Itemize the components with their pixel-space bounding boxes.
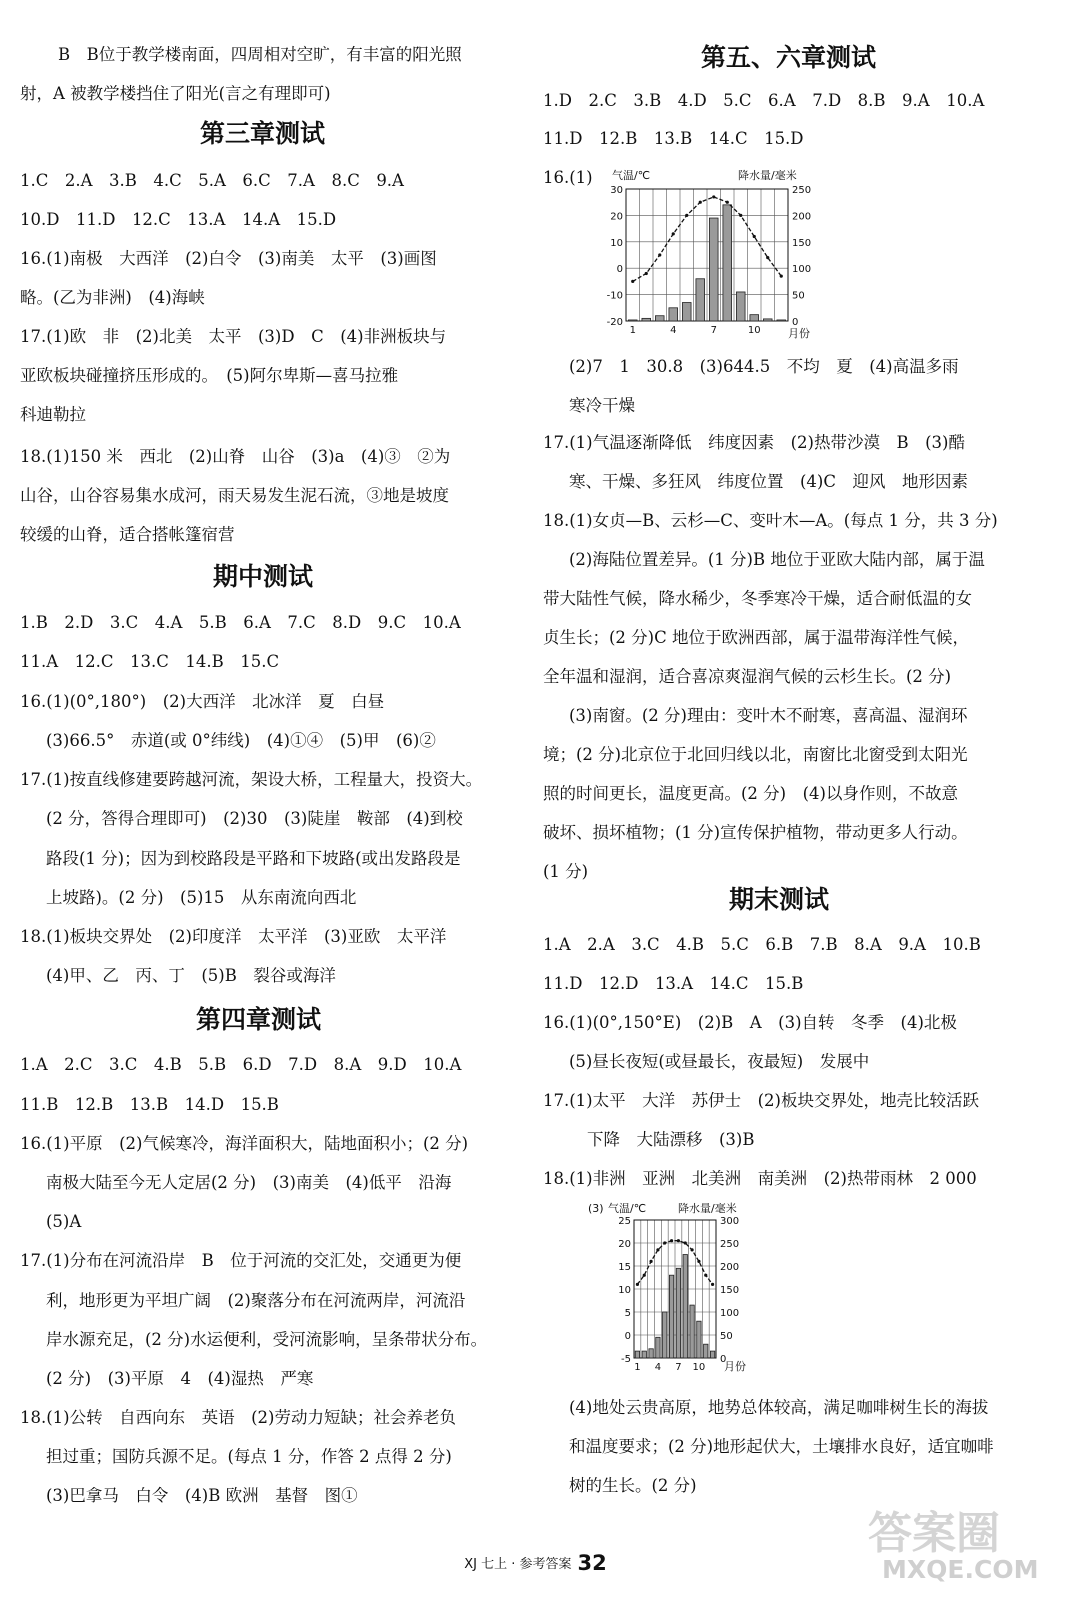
chart1-precip-bar: [750, 315, 759, 321]
chart2-month-tick: 4: [654, 1362, 662, 1373]
text-line: 1.C 2.A 3.B 4.C 5.A 6.C 7.A 8.C 9.A: [20, 171, 404, 190]
section-title-midterm: 期中测试: [213, 562, 314, 591]
chart1-precip-bar: [628, 320, 637, 321]
text-line: 利，地形更为平坦广阔 (2)聚落分布在河流两岸，河流沿: [46, 1291, 466, 1310]
chart2-temp-point: [663, 1241, 666, 1244]
text-line: 山谷，山谷容易集水成河，雨天易发生泥石流，③地是坡度: [20, 486, 449, 505]
text-line: 上坡路)。(2 分) (5)15 从东南流向西北: [46, 888, 357, 907]
text-line: 岸水源充足，(2 分)水运便利，受河流影响，呈条带状分布。: [46, 1330, 488, 1349]
chart1-temp-tick: -10: [606, 290, 623, 302]
text-line: 略。(乙为非洲) (4)海峡: [20, 288, 205, 307]
text-line: (3)南窗。(2 分)理由：变叶木不耐寒，喜高温、湿润环: [569, 706, 968, 725]
text-line: 11.D 12.B 13.B 14.C 15.D: [543, 129, 804, 148]
chart1-month-tick: 10: [747, 325, 761, 336]
chart2-temp-tick: 0: [624, 1331, 631, 1342]
chart1-precip-bar: [723, 205, 732, 321]
chart2-precip-bar: [704, 1344, 708, 1358]
chart1-temp-point: [645, 272, 648, 275]
section-title-chapter5-6: 第五、六章测试: [701, 43, 877, 72]
text-line: 1.D 2.C 3.B 4.D 5.C 6.A 7.D 8.B 9.A 10.A: [543, 91, 985, 110]
chart1-temp-tick: 10: [610, 237, 623, 249]
text-line: 18.(1)女贞—B、云杉—C、变叶木—A。(每点 1 分，共 3 分): [543, 511, 998, 530]
chart2-precip-bar: [697, 1321, 701, 1358]
text-line: 射，A 被教学楼挡住了阳光(言之有理即可): [20, 84, 331, 103]
text-line: (4)甲、乙 丙、丁 (5)B 裂谷或海洋: [46, 966, 336, 985]
text-line: 南极大陆至今无人定居(2 分) (3)南美 (4)低平 沿海: [46, 1173, 452, 1192]
chart1-precip-bar: [696, 279, 705, 321]
chart1-precip-tick: 0: [792, 317, 799, 328]
chart2-temp-axis-label: 气温/℃: [608, 1202, 647, 1215]
chart1-temp-point: [726, 201, 729, 204]
chart2-temp-tick: 25: [618, 1216, 631, 1227]
chart1-temp-axis-label: 气温/℃: [612, 169, 651, 182]
chart1-temp-tick: -20: [606, 317, 623, 328]
chart2-precip-tick: 0: [720, 1354, 727, 1365]
text-line: (5)昼长夜短(或昼最长，夜最短) 发展中: [569, 1052, 870, 1071]
chart1-temp-tick: 20: [610, 211, 623, 223]
chart1-temp-point: [672, 232, 675, 235]
text-line: 18.(1)150 米 西北 (2)山脊 山谷 (3)a (4)③ ②为: [20, 447, 451, 466]
text-line: 破坏、损坏植物；(1 分)宣传保护植物，带动更多人行动。: [543, 823, 968, 842]
chart2-precip-tick: 100: [720, 1308, 740, 1319]
climate-chart-2: [586, 1198, 766, 1376]
chart2-temp-tick: 20: [618, 1239, 631, 1250]
chart1-month-tick: 7: [710, 325, 717, 336]
chart2-temp-point: [649, 1260, 652, 1263]
footer-label: XJ 七上 · 参考答案: [464, 1557, 572, 1572]
chart2-precip-tick: 50: [720, 1331, 733, 1342]
watermark-url: MXQE.COM: [882, 1555, 1039, 1584]
text-line: 16.(1)(0°,180°) (2)大西洋 北冰洋 夏 白昼: [20, 692, 385, 711]
chart1-precip-bar: [736, 292, 745, 321]
chart2-temp-point: [643, 1274, 646, 1277]
chart2-precip-tick: 200: [720, 1262, 740, 1273]
chart1-precip-bar: [669, 308, 678, 321]
text-line: 和温度要求；(2 分)地形起伏大，土壤排水良好，适宜咖啡: [569, 1437, 994, 1456]
chart2-x-axis-label: 月份: [724, 1360, 746, 1373]
chart1-x-axis-label: 月份: [788, 327, 810, 340]
chart2-temp-point: [684, 1241, 687, 1244]
watermark-logo: [868, 1497, 1058, 1592]
chart2-temp-point: [711, 1283, 714, 1286]
text-line: 16.(1)(0°,150°E) (2)B A (3)自转 冬季 (4)北极: [543, 1013, 957, 1032]
chart1-precip-tick: 250: [792, 185, 812, 196]
text-line: 科迪勒拉: [20, 405, 86, 424]
text-line: 17.(1)气温逐渐降低 纬度因素 (2)热带沙漠 B (3)酷: [543, 433, 965, 452]
chart2-month-tick: 1: [634, 1362, 641, 1373]
text-line: 18.(1)非洲 亚洲 北美洲 南美洲 (2)热带雨林 2 000: [543, 1169, 977, 1188]
chart2-precip-bar: [683, 1255, 687, 1359]
text-line: (2)7 1 30.8 (3)644.5 不均 夏 (4)高温多雨: [569, 357, 959, 376]
text-line: 寒冷干燥: [569, 396, 635, 415]
chart2-temp-point: [677, 1239, 680, 1242]
text-line: 16.(1)平原 (2)气候寒冷，海洋面积大，陆地面积小；(2 分): [20, 1134, 469, 1153]
chart1-precip-tick: 100: [792, 264, 812, 276]
chart2-precip-tick: 250: [720, 1239, 740, 1250]
text-line: 11.D 12.D 13.A 14.C 15.B: [543, 974, 804, 993]
chart2-temp-point: [690, 1248, 693, 1251]
text-line: (3)巴拿马 白令 (4)B 欧洲 基督 图①: [46, 1486, 358, 1505]
chart2-precip-axis-label: 降水量/毫米: [678, 1202, 737, 1215]
chart2-precip-tick: 300: [720, 1216, 740, 1227]
climate-chart-1: [590, 165, 825, 345]
text-line: 18.(1)公转 自西向东 英语 (2)劳动力短缺；社会养老负: [20, 1408, 456, 1427]
text-line: (2)海陆位置差异。(1 分)B 地位于亚欧大陆内部，属于温: [569, 550, 985, 569]
text-line: (2 分) (3)平原 4 (4)湿热 严寒: [46, 1369, 314, 1388]
chart1-temp-point: [685, 214, 688, 217]
text-line: 1.A 2.A 3.C 4.B 5.C 6.B 7.B 8.A 9.A 10.B: [543, 935, 981, 954]
section-title-chapter4: 第四章测试: [196, 1005, 322, 1034]
chart1-precip-bar: [642, 318, 651, 321]
chart2-question-label: (3): [588, 1202, 604, 1215]
chart2-precip-bar: [690, 1305, 694, 1358]
text-line: 贞生长；(2 分)C 地位于欧洲西部，属于温带海洋性气候，: [543, 628, 969, 647]
chart2-precip-bar: [649, 1349, 653, 1358]
chart2-precip-bar: [642, 1351, 646, 1358]
page-number: 32: [577, 1551, 607, 1575]
chart1-precip-tick: 200: [792, 211, 812, 223]
chart2-precip-bar: [669, 1275, 673, 1358]
text-line: 带大陆性气候，降水稀少，冬季寒冷干燥，适合耐低温的女: [543, 589, 972, 608]
chart1-precip-bar: [655, 316, 664, 321]
chart1-precip-axis-label: 降水量/毫米: [738, 169, 797, 182]
chart1-temp-point: [780, 275, 783, 278]
chart2-precip-bar: [676, 1268, 680, 1358]
chart1-temp-tick: 30: [610, 185, 623, 196]
text-line: 11.A 12.C 13.C 14.B 15.C: [20, 652, 280, 671]
text-line: (4)地处云贵高原，地势总体较高，满足咖啡树生长的海拔: [569, 1398, 989, 1417]
chart2-temp-tick: 5: [624, 1308, 631, 1319]
chart2-precip-bar: [656, 1337, 660, 1358]
chart1-temp-tick: 0: [616, 264, 623, 276]
chart1-temp-point: [631, 280, 634, 283]
chart1-temp-point: [739, 214, 742, 217]
chart1-temp-point: [766, 256, 769, 259]
chart1-temp-point: [753, 235, 756, 238]
chart2-month-tick: 7: [675, 1362, 682, 1373]
text-line: 较缓的山脊，适合搭帐篷宿营: [20, 525, 235, 544]
text-line: 树的生长。(2 分): [569, 1476, 697, 1495]
text-line: (2 分，答得合理即可) (2)30 (3)陡崖 鞍部 (4)到校: [46, 809, 463, 828]
text-line: 1.B 2.D 3.C 4.A 5.B 6.A 7.C 8.D 9.C 10.A: [20, 613, 461, 632]
text-line: 17.(1)按直线修建要跨越河流，架设大桥，工程量大，投资大。: [20, 770, 483, 789]
text-line: (1 分): [543, 862, 589, 881]
text-line: 16.(1)南极 大西洋 (2)白令 (3)南美 太平 (3)画图: [20, 249, 437, 268]
chart2-month-tick: 10: [692, 1362, 706, 1373]
chart1-precip-tick: 150: [792, 237, 812, 249]
chart2-temp-tick: 10: [618, 1285, 631, 1296]
chart1-temp-point: [658, 253, 661, 256]
chart2-temp-point: [656, 1248, 659, 1251]
chart1-precip-bar: [709, 218, 718, 321]
chart1-temp-point: [699, 201, 702, 204]
text-line: 路段(1 分)；因为到校路段是平路和下坡路(或出发路段是: [46, 849, 461, 868]
section-title-chapter3: 第三章测试: [200, 119, 326, 148]
chart2-temp-tick: 15: [618, 1262, 631, 1273]
text-line: 照的时间更长，温度更高。(2 分) (4)以身作则，不故意: [543, 784, 958, 803]
text-line: 1.A 2.C 3.C 4.B 5.B 6.D 7.D 8.A 9.D 10.A: [20, 1055, 462, 1074]
text-line: B B位于教学楼南面，四周相对空旷，有丰富的阳光照: [58, 45, 462, 64]
chart1-precip-bar: [777, 320, 786, 321]
watermark-text: 答案圈: [868, 1508, 1000, 1559]
chart1-month-tick: 4: [670, 325, 677, 336]
text-line: 寒、干燥、多狂风 纬度位置 (4)C 迎风 地形因素: [569, 472, 968, 491]
chart1-precip-bar: [682, 303, 691, 321]
text-line: 17.(1)欧 非 (2)北美 太平 (3)D C (4)非洲板块与: [20, 327, 447, 346]
text-line: 境；(2 分)北京位于北回归线以北，南窗比北窗受到太阳光: [543, 745, 968, 764]
text-line: (5)A: [46, 1212, 82, 1231]
text-line: 亚欧板块碰撞挤压形成的。 (5)阿尔卑斯—喜马拉雅: [20, 366, 399, 385]
chart2-temp-point: [636, 1283, 639, 1286]
chart2-temp-tick: -5: [621, 1354, 631, 1365]
chart2-precip-bar: [663, 1312, 667, 1358]
text-line: 16.(1): [543, 168, 593, 187]
chart2-temp-point: [697, 1260, 700, 1263]
chart1-month-tick: 1: [629, 325, 636, 336]
text-line: 担过重；国防兵源不足。(每点 1 分，作答 2 点得 2 分): [46, 1447, 452, 1466]
text-line: 17.(1)分布在河流沿岸 B 位于河流的交汇处，交通更为便: [20, 1251, 462, 1270]
text-line: 10.D 11.D 12.C 13.A 14.A 15.D: [20, 210, 337, 229]
text-line: 17.(1)太平 大洋 苏伊士 (2)板块交界处，地壳比较活跃: [543, 1091, 979, 1110]
chart1-precip-tick: 50: [792, 290, 805, 302]
text-line: (3)66.5° 赤道(或 0°纬线) (4)①④ (5)甲 (6)②: [46, 731, 436, 750]
chart1-temp-point: [712, 195, 715, 198]
chart1-precip-bar: [763, 319, 772, 321]
chart2-precip-bar: [635, 1351, 639, 1358]
text-line: 11.B 12.B 13.B 14.D 15.B: [20, 1095, 279, 1114]
text-line: 全年温和湿润，适合喜凉爽湿润气候的云杉生长。(2 分): [543, 667, 952, 686]
chart2-precip-tick: 150: [720, 1285, 740, 1296]
chart2-precip-bar: [710, 1351, 714, 1358]
chart2-temp-point: [670, 1239, 673, 1242]
text-line: 下降 大陆漂移 (3)B: [587, 1130, 755, 1149]
text-line: 18.(1)板块交界处 (2)印度洋 太平洋 (3)亚欧 太平洋: [20, 927, 447, 946]
section-title-final: 期末测试: [729, 885, 830, 914]
chart2-temp-point: [704, 1274, 707, 1277]
